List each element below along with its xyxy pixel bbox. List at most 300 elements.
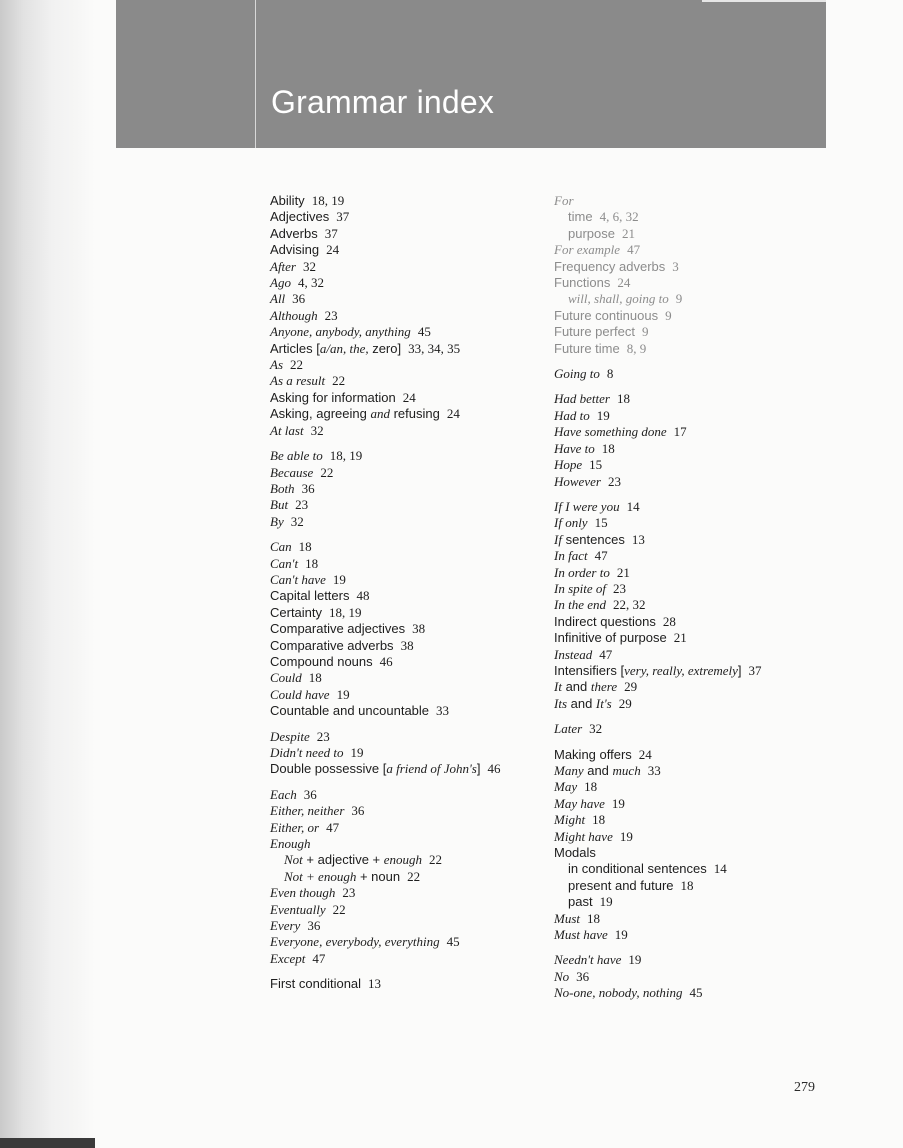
index-entry [554,763,854,779]
index-term: Making offers [554,746,632,762]
index-entry [270,324,540,340]
index-entry [270,406,540,422]
index-term: Didn't need to [270,745,344,760]
index-term: If I were you [554,498,620,514]
index-entry [554,597,854,613]
index-entry [270,761,540,777]
index-page-refs: 37 [748,662,762,678]
index-term: Because [270,464,314,480]
index-page-refs: 17 [673,424,687,440]
index-term: will, shall, going to [568,291,669,307]
index-page-refs: 36 [301,480,315,496]
index-term: Be able to [270,448,323,464]
index-term: very, really, extremely [624,662,738,678]
index-term: and [370,406,390,422]
index-entry [554,548,854,564]
index-term: Going to [554,366,600,382]
index-entry [270,836,540,852]
index-entry [554,408,854,424]
index-term: May [554,779,578,795]
index-term: Enough [270,836,311,852]
index-entry [554,911,854,927]
index-term: As a result [270,373,326,389]
index-entry [554,324,854,340]
index-entry [270,638,540,654]
index-term: Can't [270,555,299,571]
index-term: In the end [554,597,606,613]
index-entry [270,976,540,992]
index-page-refs: 24 [326,242,340,258]
index-term: a friend of John's [386,761,477,777]
index-page-refs: 32 [589,721,603,737]
index-page-refs: 18, 19 [329,604,362,620]
index-term: past [568,894,593,910]
index-page-refs: 18 [601,440,615,456]
index-column-left [270,193,540,993]
index-entry [554,515,854,531]
index-entry [270,918,540,934]
index-page-refs: 32 [310,422,324,438]
index-subentry [554,226,854,242]
index-term: Even though [270,885,336,901]
index-page-refs: 33 [436,703,450,719]
index-term: Either, or [270,819,320,835]
index-entry [554,969,854,985]
index-page-refs: 8, 9 [626,340,647,356]
index-term: and [567,695,596,711]
index-page-refs: 47 [326,819,340,835]
index-page-refs: 18 [298,539,312,555]
index-term: Have something done [554,424,667,440]
index-entry [270,423,540,439]
index-entry [270,465,540,481]
index-entry [270,621,540,637]
index-term: and [583,763,613,778]
index-term: Instead [554,646,593,662]
index-page-refs: 9 [665,307,672,323]
index-entry [554,696,854,712]
index-page-refs: 8 [606,366,614,382]
index-term: Future time [554,340,620,356]
index-entry [270,497,540,513]
index-entry [270,605,540,621]
index-term: Future continuous [554,307,659,323]
index-term: Every [270,918,301,934]
index-entry [270,193,540,209]
index-term: No [554,968,570,984]
index-entry [270,885,540,901]
index-page-refs: 45 [417,324,431,340]
index-entry [554,193,854,209]
index-page-refs: 22 [332,901,346,917]
index-term: + adjective + [302,852,384,868]
index-page-refs: 19 [350,745,364,760]
index-page-refs: 22 [290,357,303,373]
index-page-refs: 23 [607,473,621,489]
index-entry [270,226,540,242]
index-term: Certainty [270,604,323,620]
index-page-refs: 13 [631,531,645,547]
index-entry [554,952,854,968]
index-page-refs: 36 [351,803,365,819]
index-term: After [270,258,296,274]
index-entry [554,341,854,357]
index-entry [554,747,854,763]
index-entry [270,357,540,373]
index-entry [270,703,540,719]
index-entry [270,654,540,670]
index-term: Compound nouns [270,653,373,669]
index-page-refs: 38 [400,637,414,653]
index-term: Capital letters [270,588,350,604]
index-term: If [554,531,562,547]
index-term: Had to [554,407,590,423]
index-entry [270,341,540,357]
index-term: By [270,513,284,529]
index-page-refs: 48 [356,588,370,604]
index-term: Except [270,950,306,966]
index-page-refs: 37 [336,209,350,225]
index-page-refs: 15 [594,515,608,531]
index-page-refs: 18, 19 [329,448,363,464]
index-term: Despite [270,728,310,744]
index-page-refs: 22 [320,464,334,480]
index-term: Adverbs [270,225,318,241]
index-term: purpose [568,225,615,241]
index-page-refs: 23 [342,885,356,901]
index-page-refs: 45 [446,934,460,950]
index-term: Comparative adverbs [270,637,394,653]
index-term: In spite of [554,580,606,596]
index-term: Needn't have [554,952,622,968]
index-subentry [554,209,854,225]
page-number: 279 [794,1080,815,1095]
book-binding-shadow [0,0,95,1148]
index-term: First conditional [270,976,362,992]
index-term: Anyone, anybody, anything [270,324,411,340]
index-page-refs: 23 [324,307,338,323]
index-term: Asking for information [270,389,396,405]
index-entry [554,499,854,515]
index-entry [554,532,854,548]
index-entry [270,951,540,967]
index-term: Articles [ [270,340,320,356]
index-entry [554,845,854,861]
index-page-refs: 4, 6, 32 [599,209,639,225]
index-page-refs: 9 [641,324,649,340]
index-page-refs: 21 [621,225,635,241]
index-term: Ability [270,193,305,208]
index-term: much [612,763,641,778]
index-entry [554,581,854,597]
index-term: Eventually [270,901,326,917]
index-page-refs: 21 [673,630,687,646]
index-page-refs: 22 [429,852,443,868]
index-page-refs: 45 [689,985,703,1001]
index-entry [270,514,540,530]
index-page-refs: 19 [599,894,613,910]
index-entry [554,565,854,581]
index-term: Later [554,721,583,737]
index-term: May have [554,795,605,811]
index-term: Had better [554,391,610,407]
index-entry [270,448,540,464]
index-subentry [554,291,854,307]
index-page-refs: 28 [662,613,676,629]
index-entry [554,812,854,828]
index-term: At last [270,422,304,438]
header-divider [255,0,256,148]
index-term: Indirect questions [554,613,656,629]
index-subentry [554,861,854,877]
index-entry [554,679,854,695]
index-page-refs: 18 [584,779,598,795]
index-page-refs: 14 [626,498,640,514]
index-page-refs: 22 [332,373,346,389]
index-term: Advising [270,242,320,258]
index-entry [270,209,540,225]
index-term: sentences [561,531,625,547]
index-entry [270,745,540,761]
index-entry [554,630,854,646]
index-term: Either, neither [270,803,345,819]
index-term: Both [270,480,295,496]
index-page-refs: 18, 19 [311,193,345,208]
index-entry [270,259,540,275]
index-entry [270,820,540,836]
index-term: a/an, the, [319,340,369,356]
index-term: Could [270,670,302,686]
index-term: In order to [554,564,610,580]
index-entry [554,927,854,943]
index-page-refs: 3 [672,258,679,274]
index-term: Functions [554,275,611,291]
index-page-refs: 21 [616,564,630,580]
index-page-refs: 23 [613,580,626,596]
index-term: refusing [389,406,440,422]
index-page-refs: 36 [303,786,317,802]
index-term: Might have [554,828,613,844]
index-term: Future perfect [554,324,635,340]
index-page-refs: 18 [592,812,606,828]
index-entry [270,308,540,324]
index-term: Each [270,786,297,802]
index-page-refs: 18 [680,877,694,893]
index-term: If only [554,515,588,531]
index-page-refs: 19 [336,686,350,702]
index-subentry [554,878,854,894]
index-term: All [270,291,286,307]
index-entry [554,366,854,382]
index-entry [554,457,854,473]
index-term: Infinitive of purpose [554,630,667,646]
index-entry [554,796,854,812]
index-page-refs: 32 [290,513,304,529]
page-title: Grammar index [271,84,495,120]
index-entry [270,687,540,703]
index-page-refs: 33 [647,763,661,778]
index-entry [554,424,854,440]
index-entry [554,663,854,679]
index-entry [554,275,854,291]
index-page-refs: 18 [587,910,600,926]
index-page-refs: 19 [628,952,642,968]
index-term: Countable and uncountable [270,703,430,719]
index-term: and [561,679,591,695]
index-page-refs: 24 [617,275,631,291]
index-term: It's [595,695,612,711]
index-term: present and future [568,877,674,893]
index-entry [270,902,540,918]
index-page-refs: 19 [332,571,346,587]
index-page-refs: 47 [627,242,641,258]
index-term: But [270,497,289,513]
index-page-refs: 46 [487,761,501,777]
index-term: Although [270,307,318,323]
index-page-refs: 9 [675,291,683,307]
index-page-refs: 18 [305,555,319,571]
index-term: + noun [356,868,401,884]
index-term: No-one, nobody, nothing [554,985,683,1001]
index-entry [554,474,854,490]
index-term: ] [476,761,481,777]
index-term: Not [284,852,303,868]
index-term: zero] [368,340,402,356]
index-page-refs: 15 [589,457,603,473]
index-column-right [554,193,854,1002]
index-term: In fact [554,548,588,564]
index-term: Modals [554,845,596,861]
index-page-refs: 37 [324,225,338,241]
index-term: It [554,679,562,695]
index-page-refs: 19 [611,795,625,811]
index-entry [270,275,540,291]
index-page-refs: 47 [599,646,613,662]
index-term: Not + enough [284,868,357,884]
index-entry [554,985,854,1001]
index-term: Double possessive [ [270,761,387,777]
index-entry [270,242,540,258]
index-page-refs: 32 [303,258,316,274]
index-subentry [270,869,540,885]
index-term: Everyone, everybody, everything [270,934,440,950]
index-entry [554,779,854,795]
index-page-refs: 19 [614,927,628,943]
index-term: enough [383,852,423,868]
index-term: Ago [270,275,291,291]
index-term: Frequency adverbs [554,258,666,274]
index-term: Intensifiers [ [554,662,625,678]
index-term: Asking, agreeing [270,406,371,422]
index-entry [554,308,854,324]
index-entry [270,729,540,745]
index-page-refs: 36 [307,918,321,934]
index-entry [554,647,854,663]
index-page-refs: 23 [316,728,330,744]
index-term: For [554,193,574,208]
index-entry [270,787,540,803]
index-entry [554,614,854,630]
index-entry [270,390,540,406]
index-entry [270,291,540,307]
index-term: Adjectives [270,209,330,225]
index-entry [554,441,854,457]
index-page-refs: 4, 32 [297,275,324,291]
index-entry [270,373,540,389]
index-page-refs: 36 [292,291,306,307]
index-term: For example [554,242,621,258]
index-page-refs: 24 [402,389,416,405]
index-page-refs: 13 [368,976,382,992]
index-term: Hope [554,457,583,473]
index-entry [554,259,854,275]
index-page-refs: 19 [596,407,610,423]
index-entry [270,572,540,588]
index-page-refs: 24 [638,746,652,762]
index-term: ] [737,662,742,678]
index-term: Must have [554,927,608,943]
index-term: in conditional sentences [568,861,707,877]
index-page-refs: 19 [619,828,633,844]
index-subentry [270,852,540,868]
index-term: Have to [554,440,595,456]
index-entry [270,934,540,950]
index-entry [270,670,540,686]
index-term: As [270,357,283,373]
index-page-refs: 23 [295,497,309,513]
index-entry [554,242,854,258]
index-page-refs: 24 [446,406,460,422]
index-entry [270,481,540,497]
index-entry [270,539,540,555]
index-term: Might [554,812,586,828]
index-page-refs: 46 [379,653,393,669]
index-term: Its [554,695,567,711]
index-entry [270,588,540,604]
index-term: time [568,209,593,225]
header-top-rule [702,0,826,2]
index-entry [554,829,854,845]
header-band [116,0,826,148]
index-entry [554,391,854,407]
index-page-refs: 18 [308,670,322,686]
index-term: there [590,679,618,695]
index-page-refs: 14 [713,861,727,877]
index-term: Comparative adjectives [270,621,406,637]
index-page-refs: 47 [312,950,326,966]
index-term: Could have [270,686,330,702]
index-term: However [554,473,601,489]
index-entry [270,556,540,572]
index-term: Must [554,910,580,926]
index-term: Many [554,763,584,778]
index-page-refs: 29 [618,695,632,711]
index-page-refs: 33, 34, 35 [408,340,461,356]
index-entry [270,803,540,819]
index-page-refs: 22, 32 [612,597,646,613]
index-page-refs: 18 [616,391,630,407]
index-page-refs: 38 [412,621,426,637]
page-edge [0,1138,95,1148]
index-term: Can't have [270,571,326,587]
index-page-refs: 36 [576,968,590,984]
index-term: Can [270,539,292,555]
index-page-refs: 47 [594,548,608,564]
index-entry [554,721,854,737]
index-page-refs: 22 [407,868,421,884]
index-page-refs: 29 [624,679,638,695]
index-subentry [554,894,854,910]
